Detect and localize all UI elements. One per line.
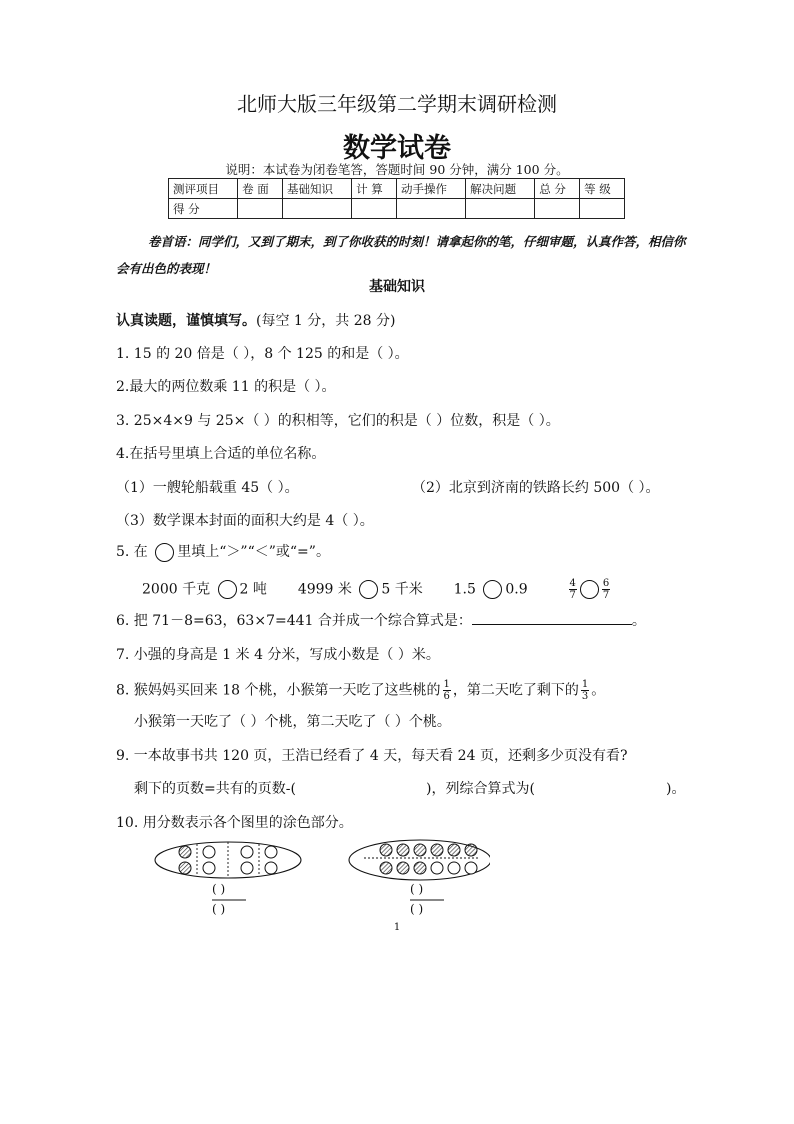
question-7: 7. 小强的身高是 1 米 4 分米，写成小数是（ ）米。 — [116, 647, 440, 663]
question-2: 2.最大的两位数乘 11 的积是（ ）。 — [116, 379, 336, 395]
preface: 卷首语：同学们，又到了期末，到了你收获的时刻！请拿起你的笔，仔细审题，认真作答，相信你会有出色的表现！ — [116, 234, 686, 276]
answer-circle[interactable] — [580, 580, 599, 599]
score-cell: 动手操作 — [396, 179, 465, 199]
q8-text: 8. 猴妈妈买回来 18 个桃，小猴第一天吃了这些桃的 — [116, 682, 441, 699]
score-input-cell[interactable] — [238, 199, 283, 219]
score-table-score-row — [169, 199, 625, 219]
score-cell: 总 分 — [535, 179, 580, 199]
figure-2 — [349, 840, 490, 880]
question-9: 9. 一本故事书共 120 页，王浩已经看了 4 天，每天看 24 页，还剩多少页没有看? — [116, 748, 628, 764]
score-input-cell[interactable] — [466, 199, 535, 219]
q5-c-right: 0.9 — [505, 581, 528, 598]
answer-blank-line[interactable] — [472, 610, 632, 625]
fraction-figures — [150, 838, 490, 918]
q5-suffix: 里填上“＞”“＜”或“=”。 — [177, 544, 330, 560]
fraction: $\frac{4}{7}$ — [569, 578, 576, 601]
page-number: 1 — [393, 922, 401, 933]
answer-circle[interactable] — [218, 580, 237, 599]
score-cell: 等 级 — [580, 179, 625, 199]
score-cell: 卷 面 — [238, 179, 283, 199]
q5-a-right: 2 吨 — [239, 581, 267, 598]
answer-paren-denominator[interactable]: ( ) — [410, 902, 424, 916]
question-3: 3. 25×4×9 与 25×（ ）的积相等，它们的积是（ ）位数，积是（ ）。 — [116, 413, 560, 429]
q5-b-left: 4999 米 — [297, 581, 352, 598]
score-cell: 解决问题 — [466, 179, 535, 199]
question-8-line-2: 小猴第一天吃了（ ）个桃，第二天吃了（ ）个桃。 — [134, 714, 451, 730]
exam-instructions: 说明：本试卷为闭卷笔答，答题时间 90 分钟，满分 100 分。 — [225, 162, 569, 177]
question-4-part-2: （2）北京到济南的铁路长约 500（ ）。 — [412, 480, 660, 496]
score-cell: 得 分 — [169, 199, 238, 219]
question-1: 1. 15 的 20 倍是（ ），8 个 125 的和是（ ）。 — [116, 346, 409, 362]
q6-end: 。 — [631, 613, 646, 629]
answer-circle[interactable] — [483, 580, 502, 599]
score-input-cell[interactable] — [396, 199, 465, 219]
question-4-part-3: （3）数学课本封面的面积大约是 4（ ）。 — [116, 513, 374, 529]
part-heading — [116, 310, 395, 330]
answer-paren-numerator[interactable]: ( ) — [410, 882, 424, 896]
q5-b-right: 5 千米 — [381, 581, 423, 598]
fraction: $\frac{1}{3}$ — [581, 679, 589, 702]
fraction: $\frac{1}{6}$ — [443, 679, 450, 702]
question-9-line-2 — [134, 778, 684, 796]
q8-text-end: 。 — [591, 682, 606, 699]
question-8 — [116, 679, 605, 702]
section-title: 基础知识 — [369, 279, 425, 295]
score-table — [168, 178, 625, 219]
score-input-cell[interactable] — [282, 199, 351, 219]
q8-text-mid: ，第二天吃了剩下的 — [452, 682, 579, 699]
question-5-items — [142, 578, 612, 601]
score-input-cell[interactable] — [352, 199, 397, 219]
score-input-cell[interactable] — [580, 199, 625, 219]
score-cell: 计 算 — [352, 179, 397, 199]
score-table-header-row — [169, 179, 625, 199]
question-4-part-1: （1）一艘轮船载重 45（ ）。 — [116, 480, 299, 496]
q9-line2-a: 剩下的页数=共有的页数-( — [134, 781, 296, 797]
fraction: $\frac{6}{7}$ — [602, 578, 610, 601]
answer-paren-denominator[interactable]: ( ) — [212, 902, 226, 916]
answer-paren-numerator[interactable]: ( ) — [212, 882, 226, 896]
exam-title: 北师大版三年级第二学期末调研检测 — [237, 92, 557, 116]
q6-text: 6. 把 71－8=63，63×7=441 合并成一个综合算式是： — [116, 613, 472, 629]
q9-line2-b: )，列综合算式为( — [426, 781, 535, 797]
compare-circle-icon — [155, 543, 174, 562]
part-heading-note: (每空 1 分，共 28 分) — [256, 313, 396, 329]
score-cell: 测评项目 — [169, 179, 238, 199]
question-6 — [116, 610, 646, 630]
score-input-cell[interactable] — [535, 199, 580, 219]
question-10: 10. 用分数表示各个图里的涂色部分。 — [116, 815, 353, 831]
q5-prefix: 5. 在 — [116, 544, 148, 560]
part-heading-label: 认真读题，谨慎填写。 — [116, 313, 256, 329]
question-4: 4.在括号里填上合适的单位名称。 — [116, 446, 326, 462]
q5-a-left: 2000 千克 — [142, 581, 211, 598]
q5-c-left: 1.5 — [453, 581, 476, 598]
question-5 — [116, 541, 330, 562]
answer-circle[interactable] — [359, 580, 378, 599]
figure-1 — [155, 842, 301, 878]
score-cell: 基础知识 — [282, 179, 351, 199]
q9-line2-c: )。 — [666, 781, 686, 797]
exam-subtitle: 数学试卷 — [343, 133, 451, 164]
